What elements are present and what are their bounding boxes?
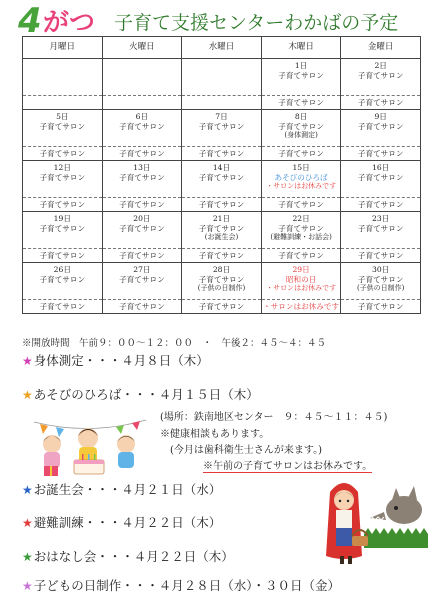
event-drill-text: 避難訓練・・・４月２２日（木） — [33, 515, 222, 530]
weekday-header: 木曜日 — [261, 37, 341, 59]
calendar-day-cell — [182, 110, 262, 147]
calendar-week-bottom-row — [23, 96, 421, 110]
day-entry: 子育てサロン — [198, 274, 245, 284]
calendar-day-cell — [341, 161, 421, 198]
calendar-afternoon-cell: 子育てサロン — [261, 96, 341, 110]
event-measure-text: 身体測定・・・４月８日（木） — [33, 353, 209, 368]
calendar-week-bottom-row — [23, 147, 421, 161]
event-measure — [22, 353, 209, 369]
calendar-afternoon-cell: 子育てサロン — [341, 300, 421, 314]
event-craft-text: 子どもの日制作・・・４月２８日（水）・３０日（金） — [33, 578, 341, 593]
calendar-afternoon-cell: 子育てサロン — [23, 198, 103, 212]
day-number: 13日 — [133, 163, 151, 172]
red-riding-hood-illustration — [300, 470, 430, 570]
opening-hours: ※開放時間 午前９：００〜１２：００ ・ 午後２：４５〜４：４５ — [22, 338, 327, 349]
calendar-day-cell — [341, 59, 421, 96]
day-number: 16日 — [372, 163, 390, 172]
day-entry: 子育てサロン — [278, 223, 324, 233]
calendar-afternoon-cell: 子育てサロン — [182, 147, 262, 161]
day-entry: 子育てサロン — [278, 121, 324, 131]
event-story — [22, 549, 234, 565]
asobi-salon-off-text: ※午前の子育てサロンはお休みです。 — [203, 461, 373, 472]
calendar-day-cell — [23, 161, 103, 198]
day-entry: 子育てサロン — [198, 172, 245, 182]
calendar-week-bottom-row — [23, 198, 421, 212]
calendar-afternoon-cell: 子育てサロン — [341, 198, 421, 212]
day-entry: (子供の日制作) — [197, 284, 246, 292]
day-entry: 子育てサロン — [357, 223, 404, 233]
day-entry: 子育てサロン — [39, 172, 86, 182]
day-entry: 子育てサロン — [39, 121, 86, 131]
day-entry: ・サロンはお休みです — [266, 182, 337, 190]
day-entry: 子育てサロン — [39, 274, 86, 284]
star-icon: ★ — [22, 483, 33, 497]
day-number: 9日 — [374, 112, 387, 121]
day-entry: 子育てサロン — [357, 172, 404, 182]
day-number: 22日 — [292, 214, 310, 223]
event-asobi-text: あそびのひろば・・・４月１５日（木） — [33, 387, 259, 402]
day-number: 5日 — [56, 112, 69, 121]
calendar-afternoon-cell: 子育てサロン — [261, 249, 341, 263]
day-number: 29日 — [292, 265, 310, 274]
title-month-suffix-text: がつ — [43, 8, 96, 38]
star-icon: ★ — [22, 579, 33, 593]
calendar-day-cell — [182, 212, 262, 249]
calendar-day-cell — [102, 161, 182, 198]
calendar-week-bottom-row — [23, 249, 421, 263]
day-number: 2日 — [374, 61, 387, 70]
asobi-place: (場所：鉄南地区センター ９：４５〜１１：４５) — [160, 412, 388, 423]
calendar-afternoon-cell: 子育てサロン — [341, 249, 421, 263]
day-entry: 子育てサロン — [278, 70, 324, 80]
day-entry: 子育てサロン — [119, 223, 165, 233]
calendar-afternoon-cell: 子育てサロン — [182, 249, 262, 263]
calendar-day-cell — [182, 263, 262, 300]
calendar-week-bottom-row — [23, 300, 421, 314]
day-number: 30日 — [372, 265, 390, 274]
asobi-dental: (今月は歯科衛生士さんが来ます。) — [170, 445, 323, 456]
day-entry: あそびのひろば — [274, 172, 328, 182]
day-number: 6日 — [135, 112, 149, 121]
title-month-number: 4 — [18, 1, 42, 41]
calendar-afternoon-cell: 子育てサロン — [23, 147, 103, 161]
day-entry: 子育てサロン — [357, 274, 404, 284]
day-entry: 子育てサロン — [119, 274, 165, 284]
weekday-header: 金曜日 — [341, 37, 421, 59]
calendar-afternoon-cell: 子育てサロン — [23, 300, 103, 314]
calendar-afternoon-cell — [102, 96, 182, 110]
day-number: 23日 — [372, 214, 390, 223]
calendar-afternoon-cell: 子育てサロン — [341, 96, 421, 110]
day-entry: 子育てサロン — [357, 70, 404, 80]
calendar-afternoon-cell: 子育てサロン — [261, 147, 341, 161]
star-icon: ★ — [22, 516, 33, 530]
day-number: 19日 — [53, 214, 71, 223]
day-number: 20日 — [133, 214, 151, 223]
day-entry: ・サロンはお休みです — [266, 284, 337, 292]
day-number: 8日 — [294, 112, 308, 121]
calendar-afternoon-cell — [182, 96, 262, 110]
calendar-afternoon-cell: 子育てサロン — [261, 198, 341, 212]
calendar-afternoon-cell: 子育てサロン — [341, 147, 421, 161]
calendar-day-cell — [261, 263, 341, 300]
calendar-day-cell — [341, 263, 421, 300]
calendar-day-cell — [23, 59, 103, 96]
day-number: 28日 — [212, 265, 231, 274]
weekday-header: 火曜日 — [102, 37, 182, 59]
event-story-text: おはなし会・・・４月２２日（木） — [33, 549, 234, 564]
calendar-day-cell — [102, 110, 182, 147]
calendar-day-cell — [261, 110, 341, 147]
calendar-week-row — [23, 263, 421, 300]
day-number: 15日 — [292, 163, 310, 172]
day-number: 7日 — [215, 112, 228, 121]
calendar-afternoon-cell: ・サロンはお休みです — [261, 300, 341, 314]
calendar-day-cell — [102, 212, 182, 249]
event-asobi — [22, 387, 259, 403]
day-entry: 子育てサロン — [119, 121, 165, 131]
event-birthday-text: お誕生会・・・４月２１日（水） — [33, 482, 222, 497]
calendar-afternoon-cell: 子育てサロン — [102, 147, 182, 161]
event-birthday — [22, 482, 221, 498]
calendar-day-cell — [341, 110, 421, 147]
day-entry: 子育てサロン — [39, 223, 86, 233]
calendar-afternoon-cell: 子育てサロン — [102, 198, 182, 212]
calendar-day-cell — [23, 110, 103, 147]
star-icon: ★ — [22, 388, 33, 402]
asobi-health: ※健康相談もあります。 — [160, 429, 270, 440]
calendar-day-cell — [102, 59, 182, 96]
title-month-suffix — [43, 8, 95, 38]
weekday-header-row — [23, 37, 421, 59]
day-number: 12日 — [53, 163, 71, 172]
day-entry: (身体測定) — [284, 131, 318, 139]
day-entry: (子供の日制作) — [356, 284, 405, 292]
event-drill — [22, 515, 221, 531]
weekday-header: 月曜日 — [23, 37, 103, 59]
day-entry: 昭和の日 — [285, 274, 317, 284]
star-icon: ★ — [22, 354, 33, 368]
calendar-week-row — [23, 161, 421, 198]
day-entry: (避難訓練・お話会) — [270, 233, 332, 241]
calendar-week-row — [23, 110, 421, 147]
calendar-afternoon-cell: 子育てサロン — [102, 300, 182, 314]
calendar-day-cell — [261, 212, 341, 249]
calendar-day-cell — [261, 161, 341, 198]
calendar-day-cell — [23, 212, 103, 249]
calendar-week-row — [23, 212, 421, 249]
calendar-afternoon-cell: 子育てサロン — [182, 198, 262, 212]
calendar-body — [23, 59, 421, 314]
schedule-calendar — [22, 36, 421, 314]
calendar-day-cell — [102, 263, 182, 300]
calendar-day-cell — [23, 263, 103, 300]
day-number: 14日 — [212, 163, 231, 172]
day-number: 27日 — [133, 265, 151, 274]
day-entry: 子育てサロン — [357, 121, 404, 131]
day-number: 21日 — [212, 214, 231, 223]
calendar-afternoon-cell: 子育てサロン — [182, 300, 262, 314]
day-number: 1日 — [294, 61, 308, 70]
day-entry: 子育てサロン — [198, 223, 245, 233]
calendar-day-cell — [182, 161, 262, 198]
day-entry: 子育てサロン — [119, 172, 165, 182]
calendar-afternoon-cell: 子育てサロン — [23, 249, 103, 263]
calendar-day-cell — [261, 59, 341, 96]
title-text: 子育て支援センターわかばの予定 — [114, 12, 399, 34]
day-number: 26日 — [53, 265, 71, 274]
calendar-afternoon-cell: 子育てサロン — [102, 249, 182, 263]
weekday-header: 水曜日 — [182, 37, 262, 59]
calendar-week-row — [23, 59, 421, 96]
day-entry: 子育てサロン — [198, 121, 245, 131]
event-craft — [22, 578, 340, 594]
star-icon: ★ — [22, 550, 33, 564]
kids-party-illustration — [30, 414, 150, 476]
calendar-day-cell — [182, 59, 262, 96]
calendar-day-cell — [341, 212, 421, 249]
day-entry: (お誕生会) — [204, 233, 239, 241]
calendar-afternoon-cell — [23, 96, 103, 110]
